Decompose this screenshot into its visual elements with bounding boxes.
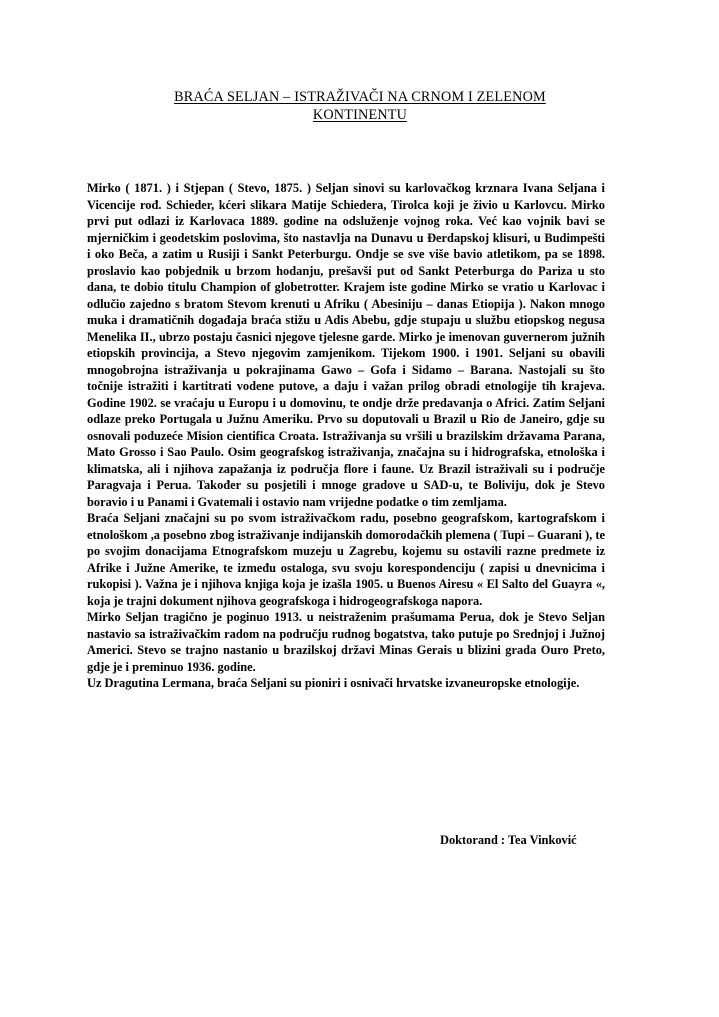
title-line-1: BRAĆA SELJAN – ISTRAŽIVAČI NA CRNOM I ZELENOM [174,89,546,105]
paragraph-4: Uz Dragutina Lermana, braća Seljani su pioniri i osnivači hrvatske izvaneuropske etnologije. [87,676,580,690]
document-body [87,180,605,692]
title-line-2: KONTINENTU [312,107,408,123]
paragraph-1: Mirko ( 1871. ) i Stjepan ( Stevo, 1875. ) Seljan sinovi su karlovačkog krznara Ivana Seljana i Vicencije rođ. Schieder, kćeri slikara Matije Schiedera, Tirolca koji je živio u Karlovcu. Mirko prvi put odlazi iz Karlovaca 1889. godine na odsluženje vojnog roka. Već kao vojnik bavi se mjerničkim i geodetskim poslovima, što nastavlja na Dunavu u Đerdapskoj klisuri, u Budimpešti i oko Beča, a zatim u Rusiji i Sankt Peterburgu. Ondje se sve više bavio atletikom, pa se 1898. proslavio kao pobjednik u brzom hodanju, prešavši put od Sankt Peterburga do Pariza u sto dana, te dobio titulu Champion of globetrotter. Krajem iste godine Mirko se vratio u Karlovac i odlučio zajedno s bratom Stevom krenuti u Afriku ( Abesiniju – danas Etiopija ). Nakon mnogo muka i dramatičnih događaja braća stižu u Adis Abebu, gdje stupaju u službu etiopskog negusa Menelika II., ubrzo postaju časnici njegove tjelesne garde. Mirko je imenovan guvernerom južnih etiopskih provincija, a Stevo njegovim zamjenikom. Tijekom 1900. i 1901. Seljani su obavili mnogobrojna istraživanja u pokrajinama Gawo – Gofa i Sidamo – Barana. Nastojali su što točnije istražiti i kartitrati vodene putove, a daju i važan prilog obradi etnologije tih krajeva. Godine 1902. se vraćaju u Europu i u domovinu, te ondje drže predavanja o Africi. Zatim Seljani odlaze preko Portugala u Južnu Ameriku. Prvo su doputovali u Brazil u Rio de Janeiro, gdje su osnovali poduzeće Mision cientifica Croata. Istraživanja su vršili u brazilskim državama Parana, Mato Grosso i Sao Paulo. Osim geografskog istraživanja, značajna su i hidrografska, etnološka i klimatska, ali i njihova zapažanja iz područja flore i faune. Uz Brazil istraživali su i područje Paragvaja i Perua. Također su posjetili i mnoge gradove u SAD-u, te Boliviju, dok je Stevo boravio i u Panami i Gvatemali i ostavio nam vrijedne podatke o tim zemljama. [87,181,605,509]
document-title [100,88,620,124]
author-signature: Doktorand : Tea Vinković [440,833,577,847]
paragraph-2: Braća Seljani značajni su po svom istraživačkom radu, posebno geografskom, kartografskom i etnološkom ,a posebno zbog istraživanje indijanskih domorodačkih plemena ( Tupi – Guarani ), te po svojim donacijama Etnografskom muzeju u Zagrebu, kojemu su ostavili razne predmete iz Afrike i Južne Amerike, te između ostaloga, svu svoju korespondenciju ( zapisi u dnevnicima i rukopisi ). Važna je i njihova knjiga koja je izašla 1905. u Buenos Airesu « El Salto del Guayra «, koja je trajni dokument njihova geografskoga i hidrogeografskoga napora. [87,511,605,608]
paragraph-3: Mirko Seljan tragično je poginuo 1913. u neistraženim prašumama Perua, dok je Stevo Seljan nastavio sa istraživačkim radom na području rudnog bogatstva, tako putuje po Srednjoj i Južnoj Americi. Stevo se trajno nastanio u brazilskoj državi Minas Gerais u blizini grada Ouro Preto, gdje je i preminuo 1936. godine. [87,610,605,674]
